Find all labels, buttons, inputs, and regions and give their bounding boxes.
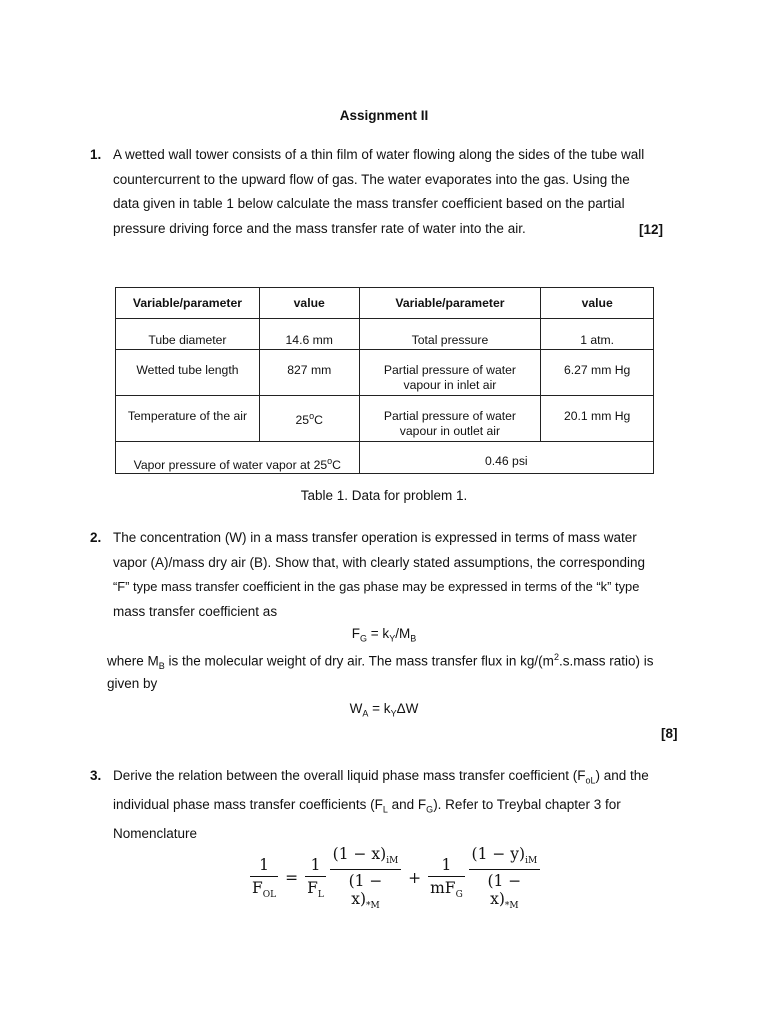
equation-wa: $W_A = k_Y\Delta W$ bbox=[349, 701, 419, 719]
q1-line-2: countercurrent to the upward flow of gas. The water evaporates into the gas. Using the bbox=[113, 171, 630, 187]
table-cell: 0.46 psi bbox=[359, 442, 653, 474]
table-header-cell: Variable/parameter bbox=[359, 288, 541, 319]
table-cell: 25$^o$C bbox=[259, 396, 359, 442]
table-cell: 6.27 mm Hg bbox=[541, 350, 654, 396]
q3-line-1: Derive the relation between the overall liquid phase mass transfer coefficient $(F_{oL})$ and the bbox=[113, 768, 649, 786]
table-cell: Wetted tube length bbox=[116, 350, 260, 396]
q3-text bbox=[113, 764, 678, 847]
q2-line-1: The concentration (W) in a mass transfer operation is expressed in terms of mass water bbox=[113, 530, 637, 545]
table-header-cell: value bbox=[259, 288, 359, 319]
table-row bbox=[116, 442, 654, 474]
q2-number: 2. bbox=[90, 530, 102, 545]
q3-line-3: Nomenclature bbox=[113, 826, 198, 842]
table-cell: Tube diameter bbox=[116, 319, 260, 350]
table-cell: Vapor pressure of water vapor at 25$^o$C bbox=[116, 442, 360, 474]
table-header-row bbox=[116, 288, 654, 319]
table-cell: Temperature of the air bbox=[116, 396, 260, 442]
q2-line-3: “F” type mass transfer coefficient in the gas phase may be expressed in terms of the “k” type bbox=[113, 579, 640, 594]
table-cell: 20.1 mm Hg bbox=[541, 396, 654, 442]
q2-given-by: given by bbox=[107, 676, 158, 691]
q2-marks: [8] bbox=[661, 726, 678, 741]
table-cell: 14.6 mm bbox=[259, 319, 359, 350]
q1-marks: [12] bbox=[639, 222, 664, 237]
table-header-cell: Variable/parameter bbox=[116, 288, 260, 319]
q2-line-2: vapor (A)/mass dry air (B). Show that, with clearly stated assumptions, the corresponding bbox=[113, 554, 645, 570]
q3-formula-render: $\frac{1}{F_{OL}}$ = $\frac{1}{F_L}$ $\frac{(1 - x)_{iM}}{(1 - x)_{*M}}$ + $\frac{1}{mF_G}$ $\frac{(1 - y)_{iM}}{(1 - x)_{*M}}$ bbox=[250, 848, 540, 908]
table-cell: Total pressure bbox=[359, 319, 541, 350]
table-cell: Partial pressure of water vapour in outlet air bbox=[359, 396, 541, 442]
table-cell: 827 mm bbox=[259, 350, 359, 396]
table-row bbox=[116, 319, 654, 350]
q1-line-1: A wetted wall tower consists of a thin film of water flowing along the sides of the tube wall bbox=[113, 147, 645, 162]
q1-line-3: data given in table 1 below calculate the mass transfer coefficient based on the partial bbox=[113, 196, 625, 211]
table-row bbox=[116, 350, 654, 396]
q1-number: 1. bbox=[90, 147, 102, 162]
table-caption: Table 1. Data for problem 1. bbox=[300, 488, 468, 503]
q2-where-line: where $M_B$ is the molecular weight of dry air. The mass transfer flux in $kg/(m^2.s.mass$ ratio) is bbox=[107, 652, 654, 672]
equation-fg: $F_G = k_Y/M_B$ bbox=[351, 626, 417, 644]
table-row bbox=[116, 396, 654, 442]
data-table bbox=[115, 287, 654, 474]
page-title: Assignment II bbox=[339, 108, 429, 123]
q3-line-2: individual phase mass transfer coefficients ($F_L$ and $F_G$). Refer to Treybal chapter 3 for bbox=[113, 797, 621, 815]
table-header-cell: value bbox=[541, 288, 654, 319]
q3-number: 3. bbox=[90, 768, 102, 783]
table-cell: 1 atm. bbox=[541, 319, 654, 350]
table-cell: Partial pressure of water vapour in inlet air bbox=[359, 350, 541, 396]
q1-text bbox=[113, 143, 678, 241]
q2-text bbox=[113, 526, 678, 624]
q1-line-4: pressure driving force and the mass transfer rate of water into the air. bbox=[113, 220, 526, 236]
q2-line-4: mass transfer coefficient as bbox=[113, 603, 278, 619]
